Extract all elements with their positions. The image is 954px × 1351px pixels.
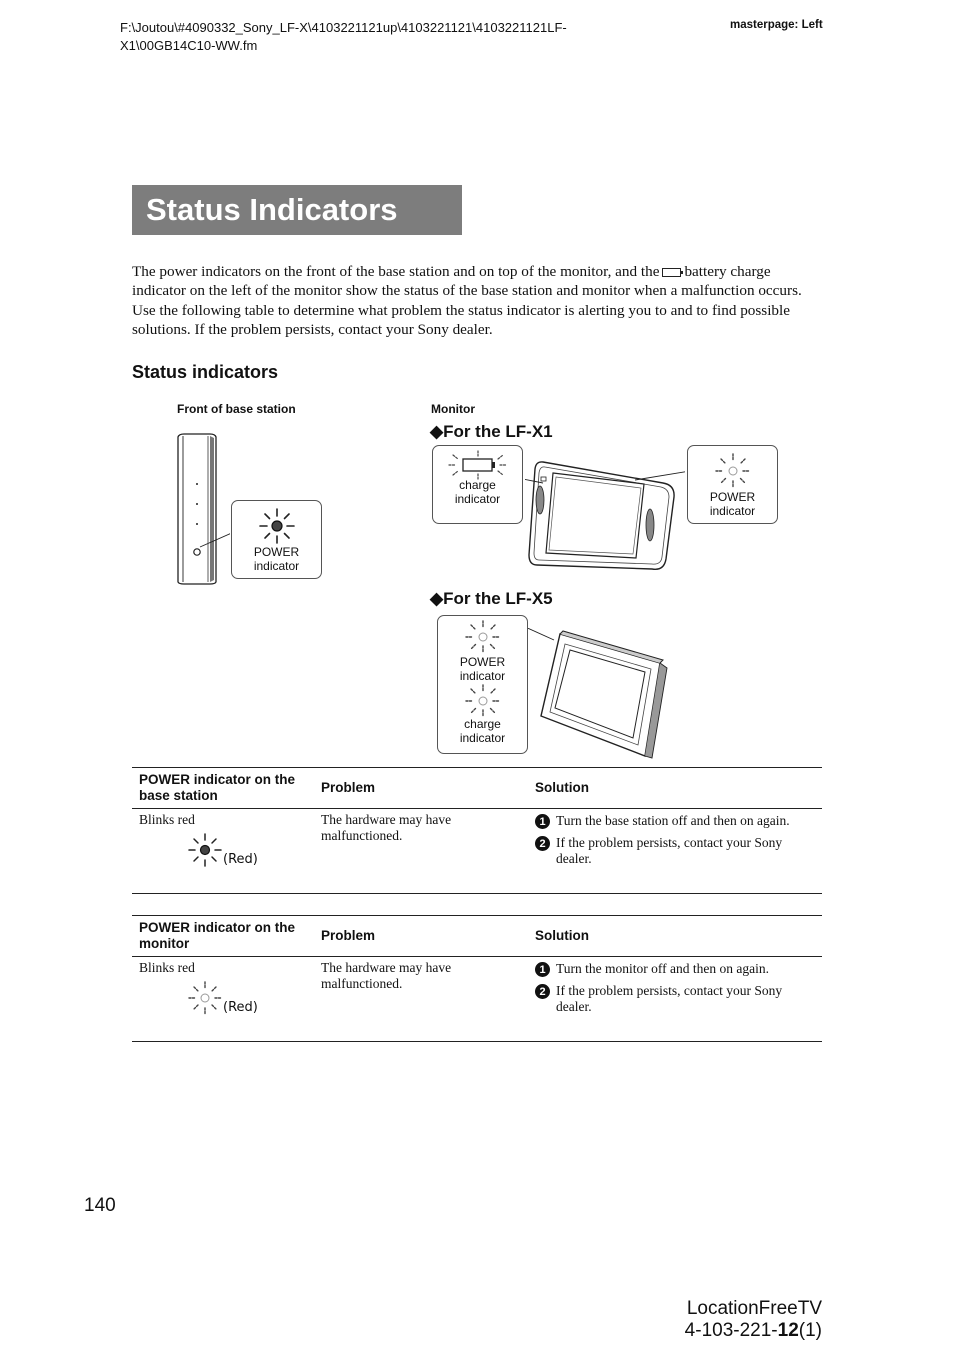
- page-number: 140: [84, 1195, 116, 1216]
- lfx5-callout: [437, 615, 528, 754]
- step-text: Turn the monitor off and then on again.: [556, 961, 769, 976]
- color-label: (Red): [223, 852, 258, 867]
- solution-step: [535, 835, 815, 867]
- blinking-led-icon: [187, 832, 223, 868]
- blinking-led-icon: [463, 619, 503, 655]
- table-row: [132, 809, 822, 894]
- masterpage-label: masterpage: Left: [730, 19, 823, 31]
- status-cell: [132, 809, 314, 894]
- lfx5-power-label-1: POWER: [459, 655, 506, 669]
- footer-code: [600, 1320, 822, 1342]
- lfx1-power-callout: [687, 445, 778, 524]
- lfx5-monitor-illustration: [525, 628, 675, 760]
- blinking-led-icon: [713, 451, 753, 491]
- file-path: [120, 19, 660, 55]
- section-heading: Status indicators: [132, 362, 279, 382]
- base-station-status-table: [132, 767, 822, 894]
- lfx1-power-label-1: POWER: [709, 490, 756, 504]
- red-indicator: [187, 832, 307, 868]
- status-text: Blinks red: [139, 812, 195, 827]
- step-text: If the problem persists, contact your Sony dealer.: [556, 983, 783, 1014]
- problem-cell: The hardware may have malfunctioned.: [314, 957, 528, 1042]
- base-station-illustration: [170, 432, 230, 592]
- lfx1-heading: ◆For the LF-X1: [430, 422, 553, 441]
- table-header-row: [132, 916, 822, 957]
- base-power-callout: [231, 500, 322, 579]
- lfx1-charge-callout: [432, 445, 523, 524]
- problem-cell: The hardware may have malfunctioned.: [314, 809, 528, 894]
- step-number-icon: 1: [535, 962, 550, 977]
- status-text: Blinks red: [139, 960, 195, 975]
- step-number-icon: 2: [535, 984, 550, 999]
- file-path-line1: F:\Joutou\#4090332_Sony_LF-X\4103221121up\4103221121\4103221121LF-: [120, 20, 567, 35]
- blinking-battery-icon: [443, 450, 513, 480]
- solution-step: [535, 961, 815, 977]
- step-text: If the problem persists, contact your Sony dealer.: [556, 835, 783, 866]
- intro-text-2: battery charge indicator on the left of the monitor show the status of the base station and monitor when a malfunction occurs. Use the following table to determine what problem the status indicator is alerting you to and to find possible solutions. If the problem persists, contact your Sony dealer.: [132, 263, 802, 339]
- red-indicator: [187, 980, 307, 1016]
- solution-cell: [528, 809, 822, 894]
- intro-text-1: The power indicators on the front of the base station and on top of the monitor, and the: [132, 263, 660, 280]
- column-header: Solution: [528, 768, 822, 809]
- solution-step: [535, 813, 815, 829]
- step-number-icon: 2: [535, 836, 550, 851]
- solution-step: [535, 983, 815, 1015]
- column-header: Problem: [314, 916, 528, 957]
- lfx1-power-label-2: indicator: [709, 504, 756, 518]
- lfx1-charge-label-1: charge: [459, 478, 496, 492]
- footer-product: LocationFreeTV: [686, 1298, 822, 1319]
- battery-icon: [662, 268, 681, 277]
- lfx5-heading: ◆For the LF-X5: [430, 589, 553, 608]
- file-path-line2: X1\00GB14C10-WW.fm: [120, 38, 258, 53]
- footer-code-bold: 12: [777, 1320, 799, 1341]
- column-header: POWER indicator on the base station: [132, 768, 314, 809]
- table-header-row: [132, 768, 822, 809]
- intro-paragraph: [132, 262, 827, 340]
- base-power-label-1: POWER: [253, 545, 300, 559]
- footer-code-prefix: 4-103-221-: [684, 1320, 778, 1341]
- lfx1-monitor-illustration: [525, 455, 685, 575]
- column-header: POWER indicator on the monitor: [132, 916, 314, 957]
- monitor-status-table: [132, 915, 822, 1042]
- base-station-caption: Front of base station: [177, 402, 296, 416]
- column-header: Solution: [528, 916, 822, 957]
- footer: [600, 1298, 822, 1342]
- solution-cell: [528, 957, 822, 1042]
- lfx5-charge-label-2: indicator: [459, 731, 506, 745]
- blinking-led-icon: [187, 980, 223, 1016]
- column-header: Problem: [314, 768, 528, 809]
- table-row: [132, 957, 822, 1042]
- base-power-label-2: indicator: [253, 559, 300, 573]
- monitor-caption: Monitor: [431, 402, 475, 416]
- lfx5-power-label-2: indicator: [459, 669, 506, 683]
- lfx1-charge-label-2: indicator: [454, 492, 501, 506]
- color-label: (Red): [223, 1000, 258, 1015]
- footer-code-suffix: (1): [798, 1320, 822, 1341]
- status-cell: [132, 957, 314, 1042]
- step-text: Turn the base station off and then on again.: [556, 813, 790, 828]
- blinking-led-icon: [257, 506, 297, 546]
- lfx5-charge-label-1: charge: [464, 717, 501, 731]
- step-number-icon: 1: [535, 814, 550, 829]
- page-title: Status Indicators: [146, 192, 398, 227]
- blinking-led-icon: [463, 683, 503, 719]
